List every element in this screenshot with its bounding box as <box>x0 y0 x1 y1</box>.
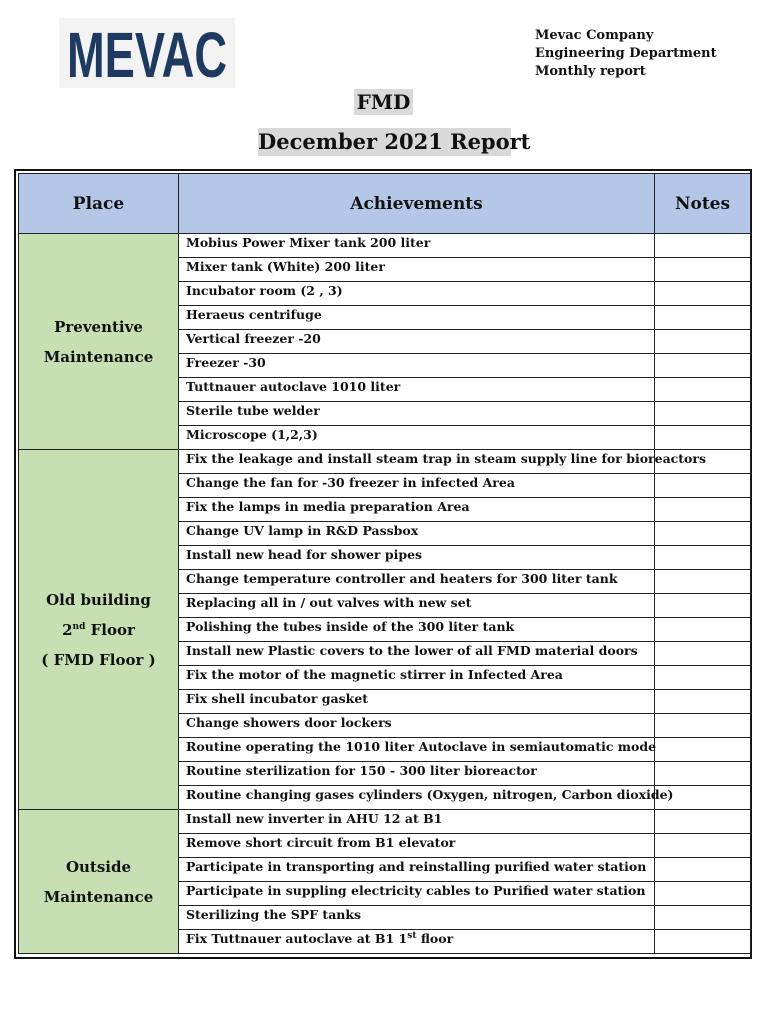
table-row <box>19 234 751 258</box>
notes-cell <box>655 762 751 786</box>
notes-cell <box>655 594 751 618</box>
department-name: Engineering Department <box>535 46 717 61</box>
achievement-cell: Vertical freezer -20 <box>179 330 655 354</box>
achievement-cell: Sterile tube welder <box>179 402 655 426</box>
achievement-cell: Fix the lamps in media preparation Area <box>179 498 655 522</box>
achievement-cell: Incubator room (2 , 3) <box>179 282 655 306</box>
achievement-cell: Polishing the tubes inside of the 300 liter tank <box>179 618 655 642</box>
table-body <box>19 234 751 954</box>
achievement-cell: Participate in suppling electricity cables to Purified water station <box>179 882 655 906</box>
notes-cell <box>655 234 751 258</box>
notes-cell <box>655 258 751 282</box>
achievement-cell: Change the fan for -30 freezer in infected Area <box>179 474 655 498</box>
achievement-cell: Install new inverter in AHU 12 at B1 <box>179 810 655 834</box>
achievement-cell: Mobius Power Mixer tank 200 liter <box>179 234 655 258</box>
notes-cell <box>655 714 751 738</box>
notes-cell <box>655 306 751 330</box>
report-title: December 2021 Report <box>258 129 531 154</box>
place-label-line: 2nd Floor <box>62 620 135 639</box>
place-cell <box>19 810 179 954</box>
notes-cell <box>655 906 751 930</box>
notes-cell <box>655 378 751 402</box>
notes-cell <box>655 858 751 882</box>
header-notes: Notes <box>655 174 751 234</box>
notes-cell <box>655 546 751 570</box>
notes-cell <box>655 282 751 306</box>
notes-cell <box>655 354 751 378</box>
achievement-cell: Participate in transporting and reinstalling purified water station <box>179 858 655 882</box>
notes-cell <box>655 618 751 642</box>
notes-cell <box>655 810 751 834</box>
notes-cell <box>655 666 751 690</box>
notes-cell <box>655 330 751 354</box>
place-label-line: ( FMD Floor ) <box>41 650 156 669</box>
notes-cell <box>655 498 751 522</box>
achievement-cell: Freezer -30 <box>179 354 655 378</box>
department-title: FMD <box>354 89 413 115</box>
notes-cell <box>655 426 751 450</box>
table-row <box>19 450 751 474</box>
place-label-line: Maintenance <box>43 887 154 906</box>
notes-cell <box>655 738 751 762</box>
achievement-cell: Change showers door lockers <box>179 714 655 738</box>
place-label-line: Outside <box>65 857 132 876</box>
place-cell <box>19 234 179 450</box>
achievement-cell: Replacing all in / out valves with new set <box>179 594 655 618</box>
company-name: Mevac Company <box>535 28 654 43</box>
achievement-cell: Fix the motor of the magnetic stirrer in Infected Area <box>179 666 655 690</box>
achievement-cell: Install new Plastic covers to the lower of all FMD material doors <box>179 642 655 666</box>
achievement-cell: Fix Tuttnauer autoclave at B1 1st floor <box>179 930 655 954</box>
notes-cell <box>655 402 751 426</box>
achievement-cell: Routine changing gases cylinders (Oxygen, nitrogen, Carbon dioxide) <box>179 786 655 810</box>
notes-cell <box>655 522 751 546</box>
notes-cell <box>655 834 751 858</box>
achievement-cell: Fix the leakage and install steam trap in steam supply line for bioreactors <box>179 450 655 474</box>
notes-cell <box>655 642 751 666</box>
achievement-cell: Change UV lamp in R&D Passbox <box>179 522 655 546</box>
notes-cell <box>655 570 751 594</box>
mevac-logo <box>59 18 235 91</box>
achievement-cell: Heraeus centrifuge <box>179 306 655 330</box>
place-label-line: Preventive <box>54 317 143 336</box>
table-row <box>19 810 751 834</box>
company-info <box>535 27 717 81</box>
report-table-frame <box>14 169 752 959</box>
achievement-cell: Mixer tank (White) 200 liter <box>179 258 655 282</box>
achievement-cell: Remove short circuit from B1 elevator <box>179 834 655 858</box>
report-table <box>18 173 751 954</box>
place-label-line: Old building <box>46 590 151 609</box>
achievement-cell: Routine sterilization for 150 - 300 liter bioreactor <box>179 762 655 786</box>
achievement-cell: Routine operating the 1010 liter Autoclave in semiautomatic mode <box>179 738 655 762</box>
notes-cell <box>655 882 751 906</box>
place-label-line: Maintenance <box>43 347 154 366</box>
achievement-cell: Fix shell incubator gasket <box>179 690 655 714</box>
achievement-cell: Sterilizing the SPF tanks <box>179 906 655 930</box>
logo-text: MEVAC <box>67 19 227 91</box>
table-header-row <box>19 174 751 234</box>
achievement-cell: Install new head for shower pipes <box>179 546 655 570</box>
achievement-cell: Microscope (1,2,3) <box>179 426 655 450</box>
report-type: Monthly report <box>535 64 646 79</box>
notes-cell <box>655 930 751 954</box>
achievement-cell: Change temperature controller and heaters for 300 liter tank <box>179 570 655 594</box>
achievement-cell: Tuttnauer autoclave 1010 liter <box>179 378 655 402</box>
header-place: Place <box>19 174 179 234</box>
notes-cell <box>655 690 751 714</box>
header-achievements: Achievements <box>179 174 655 234</box>
place-cell <box>19 450 179 810</box>
notes-cell <box>655 474 751 498</box>
